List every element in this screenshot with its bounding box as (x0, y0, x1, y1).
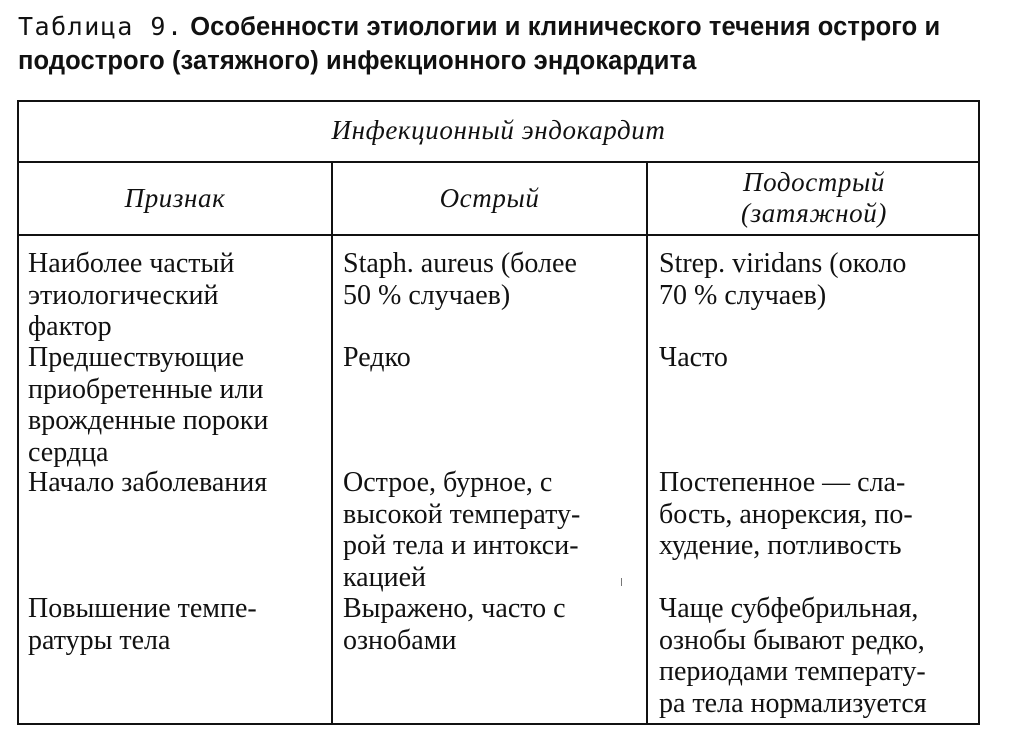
row-defects-subacute: Часто (659, 342, 728, 373)
row-temperature-subacute: Чаще субфебрильная, ознобы бывают редко, периодами температу- ра тела нормализуется (659, 593, 927, 719)
row-onset-acute: Острое, бурное, с высокой температу- рой тела и интокси- кацией (343, 467, 581, 593)
header-divider (17, 161, 980, 163)
row-etiology-subacute: Strep. viridans (около 70 % случаев) (659, 248, 907, 311)
row-onset-feature: Начало заболевания (28, 467, 268, 498)
row-defects-acute: Редко (343, 342, 411, 373)
column-header-divider (17, 234, 980, 236)
row-onset-subacute: Постепенное — сла- бость, анорексия, по- худение, потливость (659, 467, 913, 561)
row-etiology-feature: Наиболее частый этиологический фактор (28, 248, 235, 342)
table-number: Таблица 9. (18, 12, 184, 41)
table-title: Особенности этиологии и клинического течения острого и подострого (затяжного) инфекционного эндокардита (18, 13, 941, 75)
column-divider-1 (331, 161, 333, 725)
column-header-feature: Признак (124, 183, 226, 213)
row-etiology-acute: Staph. aureus (более 50 % случаев) (343, 248, 577, 311)
column-header-acute: Острый (439, 183, 540, 213)
row-defects-feature: Предшествующие приобретенные или врожденные пороки сердца (28, 342, 269, 468)
row-temperature-acute: Выражено, часто с ознобами (343, 593, 566, 656)
table-caption (18, 10, 993, 78)
column-divider-2 (646, 161, 648, 725)
group-header: Инфекционный эндокардит (331, 115, 666, 145)
column-header-subacute: Подострый (затяжной) (741, 167, 887, 228)
row-temperature-feature: Повышение темпе- ратуры тела (28, 593, 257, 656)
scan-speck (621, 578, 622, 586)
